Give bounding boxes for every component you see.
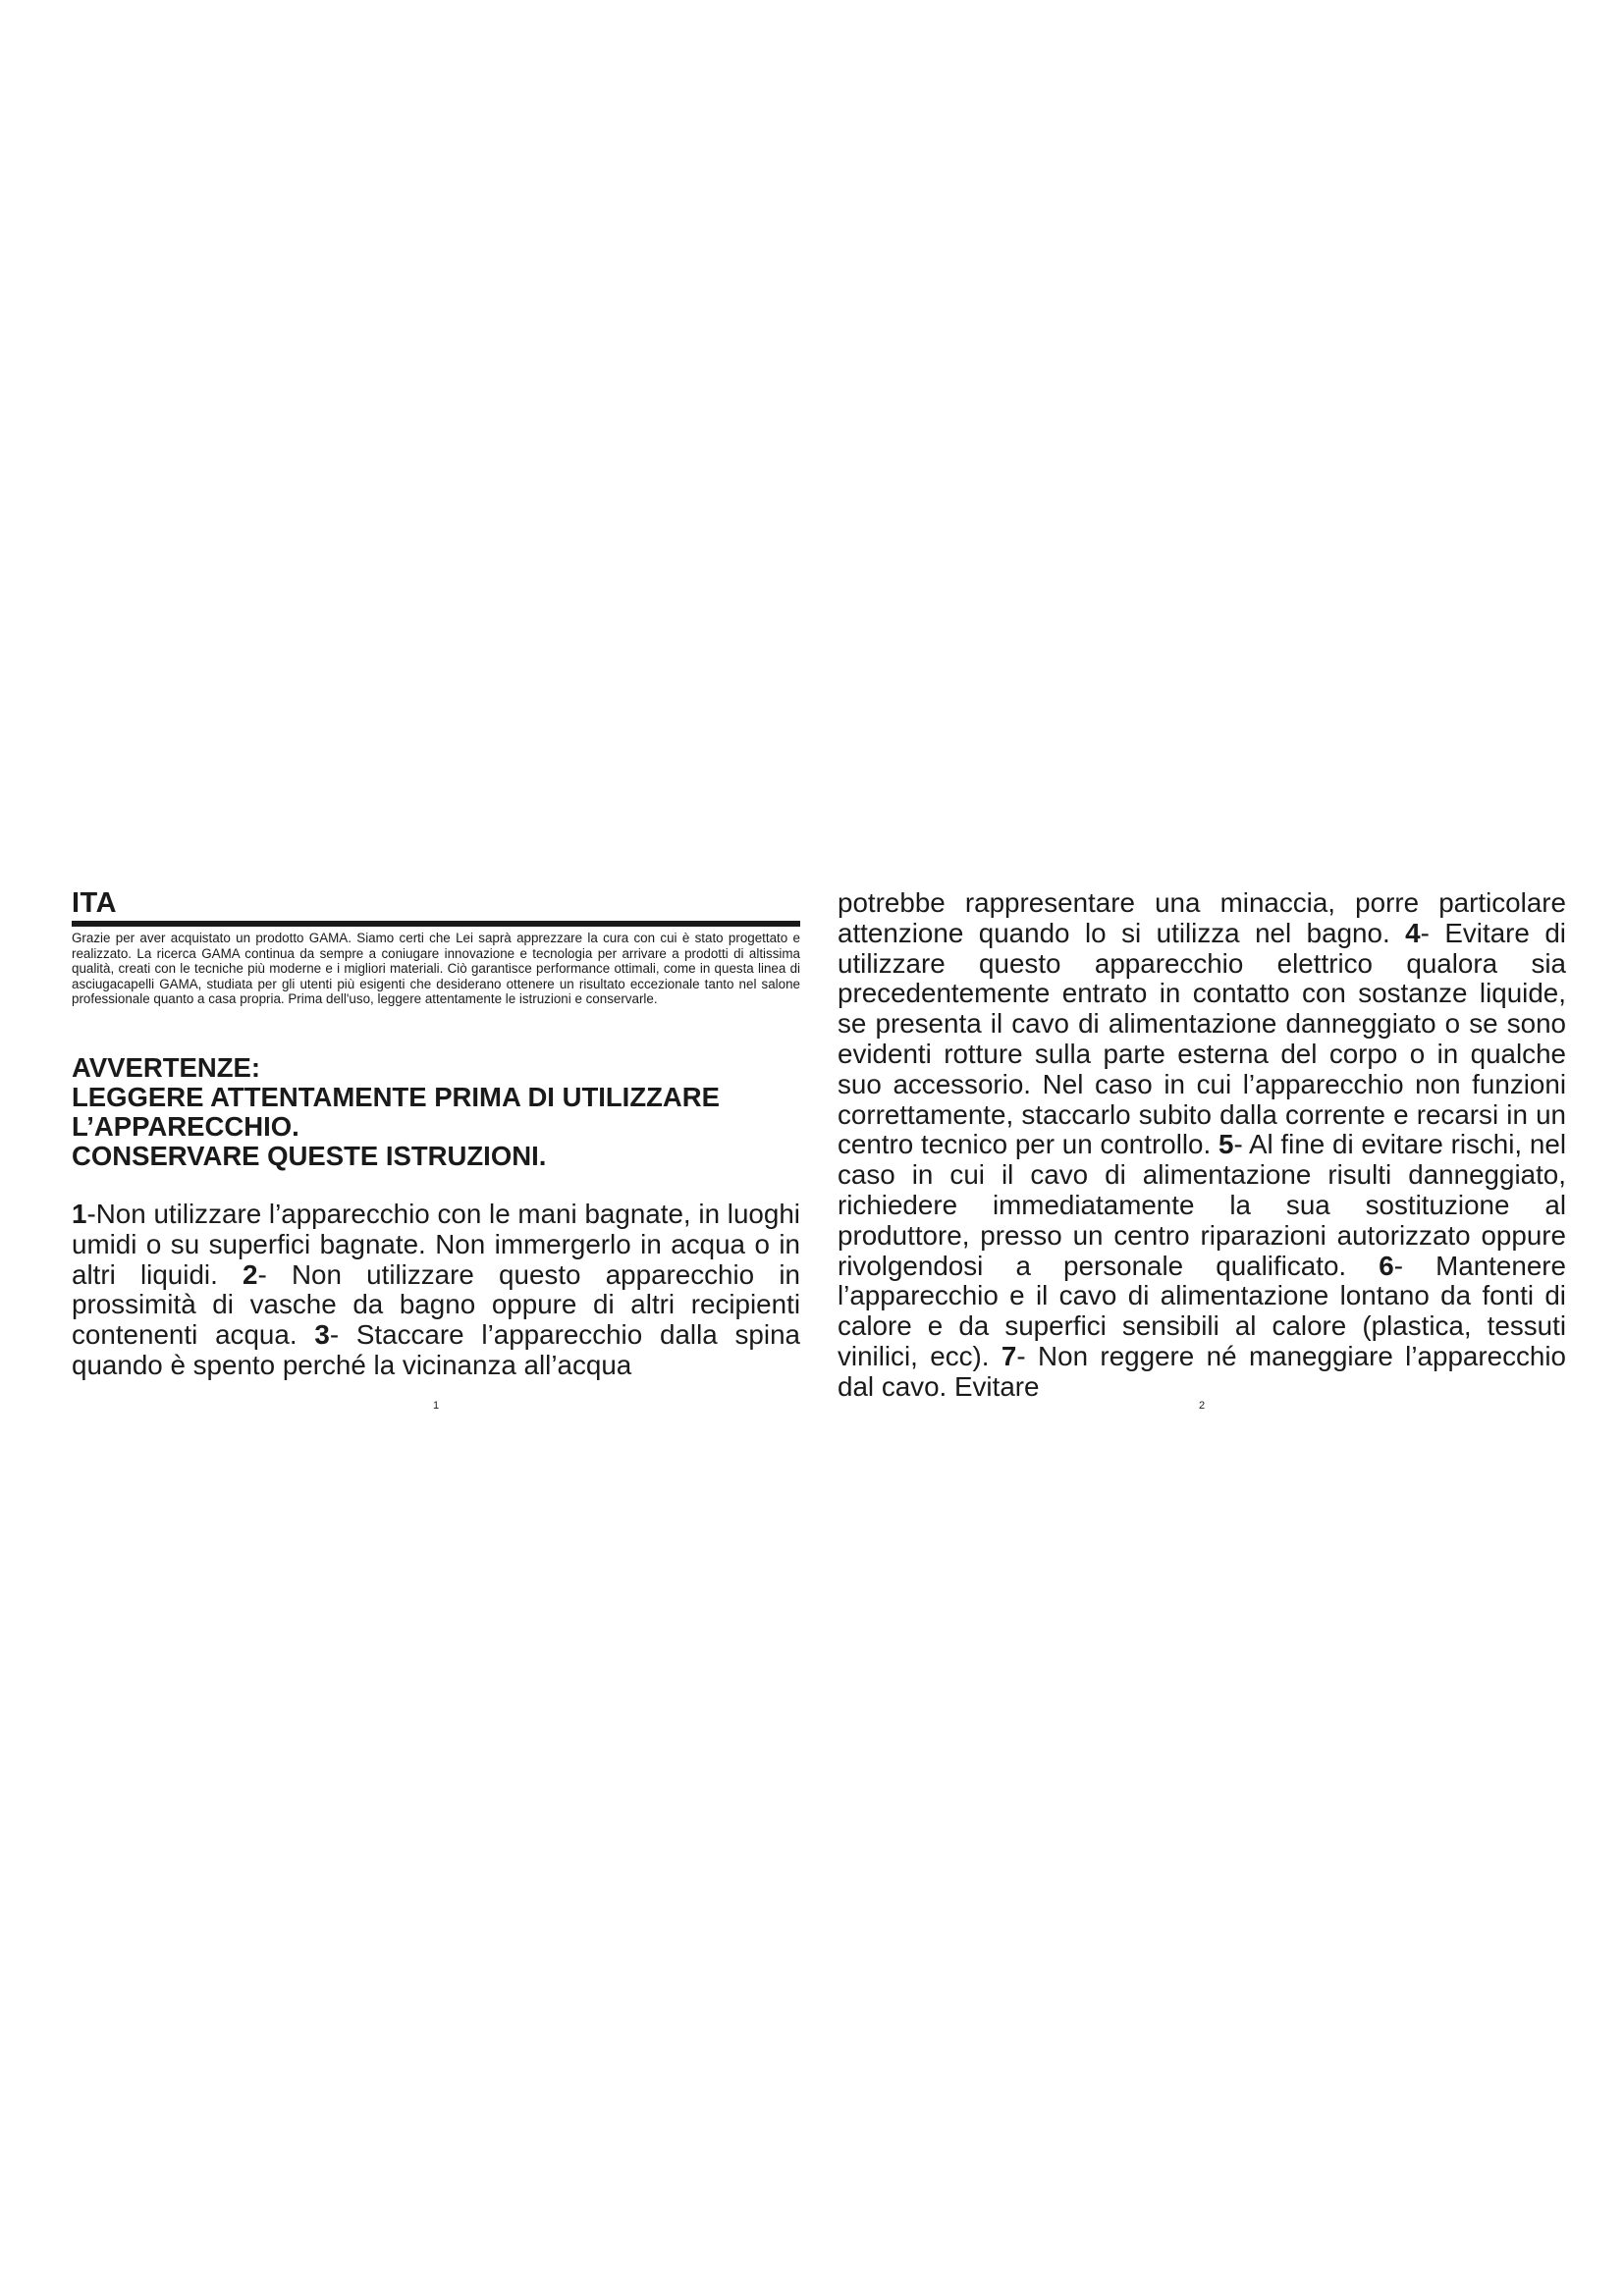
item-number-3: 3 <box>314 1319 330 1351</box>
item-text-7: - Non reggere né maneggiare l’apparecchio dal cavo. Evitare <box>838 1340 1566 1402</box>
item-number-6: 6 <box>1379 1250 1394 1281</box>
language-heading: ITA <box>72 887 118 919</box>
page-number-right: 2 <box>1198 1400 1206 1412</box>
item-number-2: 2 <box>243 1258 258 1290</box>
warning-line-2: LEGGERE ATTENTAMENTE PRIMA DI UTILIZZARE <box>72 1082 720 1112</box>
warning-line-3: L’APPARECCHIO. <box>72 1111 299 1142</box>
intro-paragraph: Grazie per aver acquistato un prodotto GAMA. Siamo certi che Lei saprà apprezzare la cura con cui è stato progettato e realizzato. La ricerca GAMA continua da sempre a coniugare innovazione e tecnologia per arrivare a prodotti di altissima qualità, creati con le tecniche più moderne e i migliori materiali. Ciò garantisce performance ottimali, come in questa linea di asciugacapelli GAMA, studiata per gli utenti più esigenti che desiderano ottenere un risultato eccezionale tanto nel salone professionale quanto a casa propria. Prima dell'uso, leggere attentamente le istruzioni e conservarle. <box>72 931 800 1007</box>
item-number-7: 7 <box>1001 1340 1017 1371</box>
item-text-1: -Non utilizzare l’apparecchio con le mani bagnate, in luoghi umidi o su superfici bagnate. Non immergerlo in acqua o in altri liquidi. <box>72 1199 800 1290</box>
item-text-3: - Staccare l’apparecchio dalla spina quando è spento perché la vicinanza all’acqua <box>72 1319 800 1380</box>
instructions-text-left <box>72 1200 800 1381</box>
item-text-6: - Mantenere l’apparecchio e il cavo di alimentazione lontano da fonti di calore e da superfici sensibili al calore (plastica, tessuti vinilici, ecc). <box>838 1250 1567 1371</box>
heading-rule <box>72 921 800 927</box>
warning-line-1: AVVERTENZE: <box>72 1052 261 1083</box>
item-text-4: - Evitare di utilizzare questo apparecchio elettrico qualora sia precedentemente entrato in contatto con sostanze liquide, se presenta il cavo di alimentazione danneggiato o se sono evidenti rotture sulla parte esterna del corpo o in qualche suo accessorio. Nel caso in cui l’apparecchio non funzioni correttamente, staccarlo subito dalla corrente e recarsi in un centro tecnico per un controllo. <box>838 917 1566 1160</box>
item-number-5: 5 <box>1218 1129 1234 1160</box>
item-number-4: 4 <box>1405 917 1421 948</box>
warning-line-4: CONSERVARE QUESTE ISTRUZIONI. <box>72 1141 547 1171</box>
item-text-5: - Al fine di evitare rischi, nel caso in cui il cavo di alimentazione risulti danneggiato, richiedere immediatamente la sua sostituzione al produttore, presso un centro riparazioni autorizzato oppure rivolgendosi a personale qualificato. <box>838 1129 1567 1281</box>
item-number-1: 1 <box>72 1199 87 1229</box>
item-text-3-continued: potrebbe rappresentare una minaccia, porre particolare attenzione quando lo si utilizza nel bagno. <box>838 887 1566 948</box>
warnings-heading <box>72 1053 818 1171</box>
instructions-text-right <box>838 888 1566 1403</box>
item-text-2: - Non utilizzare questo apparecchio in prossimità di vasche da bagno oppure di altri recipienti contenenti acqua. <box>72 1258 800 1351</box>
page-number-left: 1 <box>432 1400 440 1412</box>
